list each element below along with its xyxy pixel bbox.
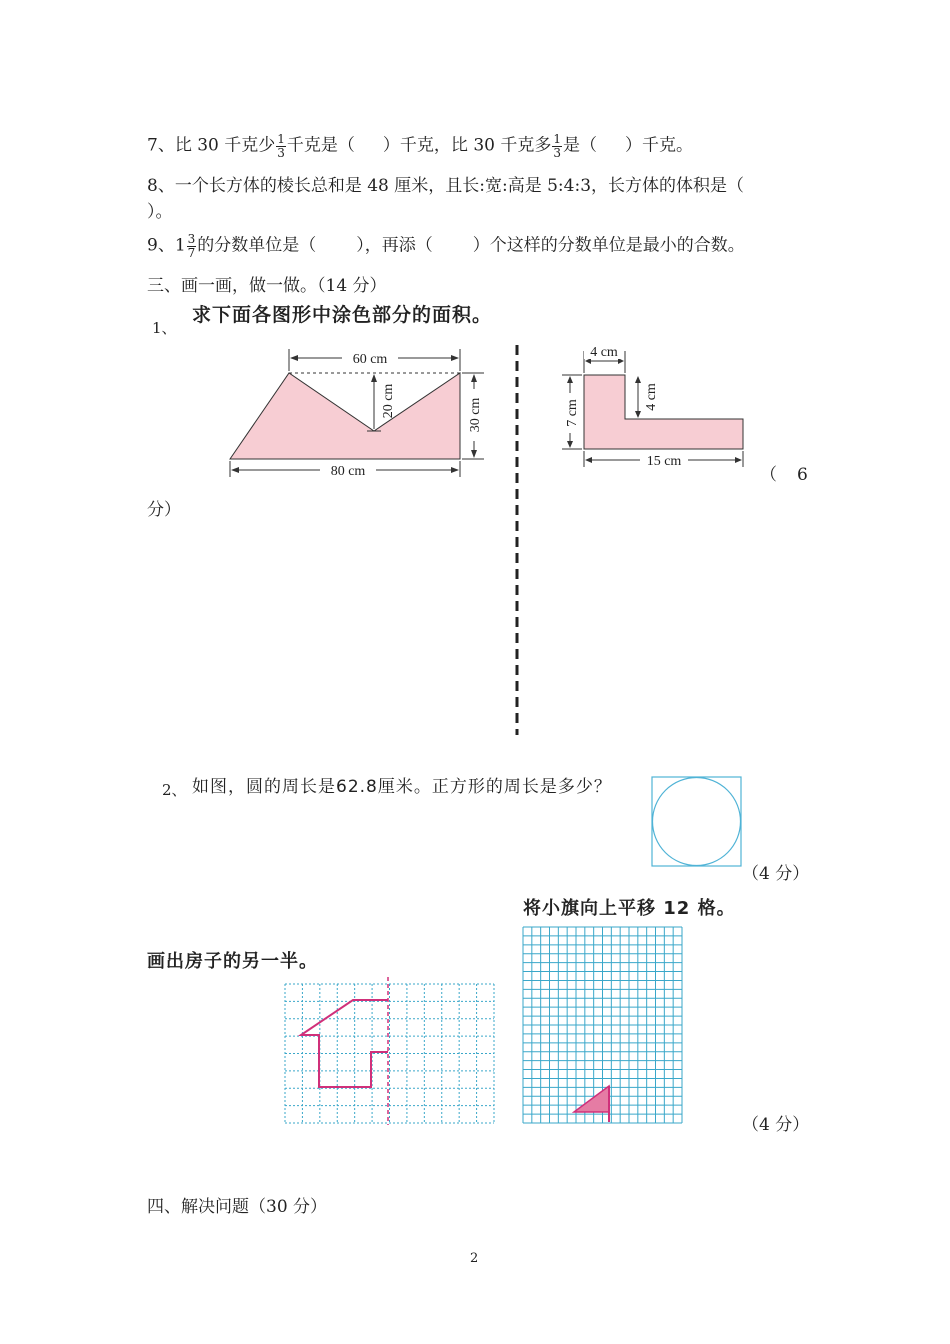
label-4cm-top: 4 cm — [590, 345, 618, 360]
arrowhead — [635, 376, 641, 383]
subquestion-2-text: 如图，圆的周长是62.8厘米。正方形的周长是多少？ — [192, 777, 612, 797]
grid-lines — [285, 984, 494, 1123]
q7-part3: ）千克，比 30 千克多 — [382, 135, 552, 156]
section-4-heading: 四、解决问题（30 分） — [147, 1197, 328, 1217]
label-20cm: 20 cm — [381, 383, 396, 419]
q7-number: 7、 — [147, 135, 175, 156]
arrowhead — [231, 467, 239, 473]
score-q2: （4 分） — [742, 864, 810, 884]
shaded-region — [230, 373, 460, 459]
question-8-line1: 8、一个长方体的棱长总和是 48 厘米，且长:宽:高是 5:4:3，长方体的体积是（ — [147, 176, 745, 196]
q9-part3: ），再添（ — [356, 235, 433, 256]
q7-part4: 是（ — [563, 135, 598, 156]
label-60cm: 60 cm — [352, 352, 388, 367]
question-7 — [147, 133, 693, 159]
house-instruction: 画出房子的另一半。 — [147, 951, 318, 972]
page-number: 2 — [470, 1251, 479, 1266]
q7-part2: 千克是（ — [286, 135, 355, 156]
shaded-region — [584, 375, 743, 449]
label-15cm: 15 cm — [646, 454, 682, 469]
flag-triangle — [574, 1086, 609, 1112]
fraction-one-third-2: $\frac{1}{3}$ — [553, 132, 562, 160]
arrowhead — [635, 411, 641, 418]
arrowhead — [735, 457, 742, 463]
vertical-divider — [514, 345, 520, 735]
flag-instruction: 将小旗向上平移 12 格。 — [523, 898, 736, 919]
q9-part4: ）个这样的分数单位是最小的合数。 — [472, 235, 745, 256]
arrowhead — [371, 374, 377, 382]
score-q1-number: 6 — [797, 465, 808, 485]
section-3-heading: 三、画一画，做一做。（14 分） — [147, 276, 387, 296]
arrowhead — [585, 457, 592, 463]
house-grid — [284, 983, 496, 1125]
fraction-one-third: $\frac{1}{3}$ — [277, 132, 285, 160]
figure-shaded-l-shape — [558, 343, 758, 473]
circle-in-square-figure — [651, 776, 743, 868]
arrowhead — [451, 467, 459, 473]
question-9 — [147, 233, 745, 259]
subquestion-1-text: 求下面各图形中涂色部分的面积。 — [192, 304, 493, 326]
arrowhead — [451, 355, 459, 361]
subquestion-1-number: 1、 — [152, 319, 177, 337]
arrowhead — [567, 441, 573, 448]
q7-part1: 比 30 千克少 — [174, 135, 276, 156]
score-q1-open: （ — [760, 465, 777, 485]
q9-part1: 9、1 — [147, 235, 186, 256]
flag-grid — [522, 926, 684, 1126]
label-4cm-inner: 4 cm — [644, 383, 659, 411]
arrowhead — [290, 355, 298, 361]
label-80cm: 80 cm — [330, 464, 366, 479]
arrowhead — [567, 376, 573, 383]
q9-part2: 的分数单位是（ — [197, 235, 317, 256]
q7-part5: ）千克。 — [625, 135, 694, 156]
fraction-three-sevenths: $\frac{3}{7}$ — [187, 232, 196, 260]
arrowhead — [471, 374, 477, 382]
score-q1-close: 分） — [147, 500, 181, 520]
label-7cm: 7 cm — [565, 399, 580, 427]
figure-shaded-trapezoid — [222, 343, 502, 483]
question-8-line2: ）。 — [147, 202, 173, 222]
half-house-outline — [301, 1000, 388, 1087]
arrowhead — [471, 450, 477, 458]
subquestion-2-number: 2、 — [162, 781, 187, 799]
label-30cm: 30 cm — [468, 397, 483, 433]
inscribed-circle — [653, 778, 741, 866]
score-q3: （4 分） — [742, 1115, 810, 1135]
